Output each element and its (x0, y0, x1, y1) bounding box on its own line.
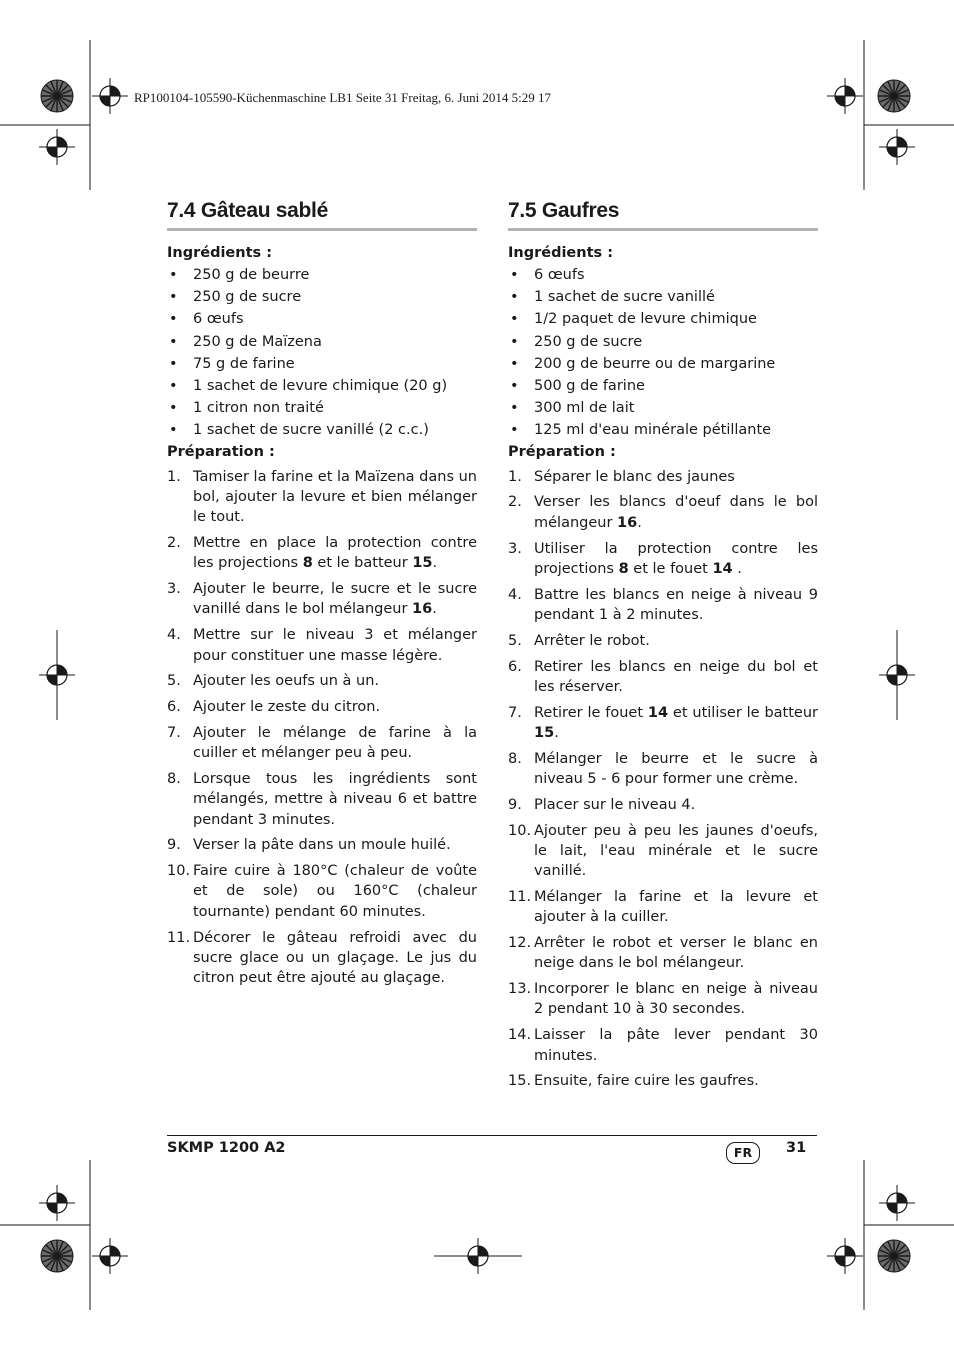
step-number: 5. (508, 632, 522, 649)
ingredient-item (508, 331, 818, 353)
step-text: et utiliser le batteur (668, 704, 818, 721)
ingredient-text: 300 ml de lait (534, 400, 635, 417)
ingredient-text: 250 g de sucre (193, 289, 302, 306)
preparation-heading: Préparation : (508, 443, 616, 460)
step-text: . (554, 724, 559, 741)
step-text: et le batteur (312, 555, 413, 572)
step-text: Arrêter le robot et verser le blanc en neige dans le bol mélangeur. (534, 935, 818, 972)
registration-crosshair-icon (879, 657, 915, 693)
step-item (508, 631, 818, 651)
ingredient-text: 125 ml d'eau minérale pétillante (534, 422, 772, 439)
registration-rosette-icon (878, 80, 910, 112)
bullet-icon: • (510, 378, 519, 395)
bullet-icon: • (510, 267, 519, 283)
ingredient-item (167, 264, 477, 286)
step-number: 4. (167, 627, 181, 644)
step-number: 7. (508, 704, 522, 721)
step-number: 1. (508, 468, 522, 485)
footer-rule (167, 1135, 817, 1136)
ingredient-item (167, 375, 477, 397)
step-item (508, 795, 818, 815)
step-number: 9. (167, 837, 181, 854)
step-text: Incorporer le blanc en neige à niveau 2 pendant 10 à 30 secondes. (534, 981, 818, 1018)
ingredient-text: 250 g de Maïzena (193, 333, 322, 350)
ingredient-text: 250 g de beurre (193, 267, 310, 283)
registration-crosshair-icon (879, 1185, 915, 1221)
step-text: Mettre sur le niveau 3 et mélanger pour constituer une masse légère. (193, 627, 477, 664)
ingredients-list (167, 264, 477, 442)
ingredient-item (167, 286, 477, 308)
step-text: Retirer les blancs en neige du bol et les réserver. (534, 658, 818, 695)
step-item (167, 671, 477, 691)
part-reference: 14 (712, 560, 733, 577)
step-item (508, 539, 818, 580)
step-number: 11. (508, 888, 532, 905)
bullet-icon: • (169, 267, 178, 283)
section-title: 7.4 Gâteau sablé (167, 198, 477, 231)
step-number: 14. (508, 1027, 532, 1044)
step-text: . (432, 555, 438, 572)
step-text: Décorer le gâteau refroidi avec du sucre glace ou un glaçage. Le jus du citron peut être ajouté au glaçage. (193, 929, 477, 987)
ingredient-item (508, 375, 818, 397)
recipe-gaufres (508, 198, 818, 1097)
registration-rosette-icon (878, 1240, 910, 1272)
bullet-icon: • (510, 355, 519, 372)
step-item (508, 585, 818, 626)
ingredient-text: 250 g de sucre (534, 333, 643, 350)
bullet-icon: • (510, 333, 519, 350)
ingredient-text: 75 g de farine (193, 355, 295, 372)
step-number: 11. (167, 929, 191, 946)
recipe-gateau-sable (167, 198, 477, 994)
step-number: 2. (167, 535, 181, 552)
ingredient-text: 1 sachet de sucre vanillé (2 c.c.) (193, 422, 429, 439)
ingredient-text: 6 œufs (193, 311, 244, 328)
step-text: Lorsque tous les ingrédients sont mélangés, mettre à niveau 6 et battre pendant 3 minutes. (193, 770, 477, 828)
step-text: . (432, 601, 437, 618)
print-info-header: RP100104-105590-Küchenmaschine LB1 Seite 31 Freitag, 6. Juni 2014 5:29 17 (134, 90, 552, 105)
step-item (167, 625, 477, 666)
step-number: 7. (167, 724, 181, 741)
registration-crosshair-icon (39, 657, 75, 693)
ingredient-text: 1 citron non traité (193, 400, 324, 417)
preparation-heading: Préparation : (167, 443, 275, 460)
step-text: Ajouter les oeufs un à un. (193, 673, 380, 690)
ingredient-text: 1 sachet de levure chimique (20 g) (193, 378, 448, 395)
step-item (508, 887, 818, 928)
step-text: Arrêter le robot. (534, 632, 650, 649)
registration-crosshair-icon (827, 78, 863, 114)
step-text: Faire cuire à 180°C (chaleur de voûte et de sole) ou 160°C (chaleur tournante) pendant 60 minutes. (193, 863, 477, 920)
step-text: Battre les blancs en neige à niveau 9 pendant 1 à 2 minutes. (534, 586, 818, 623)
step-item (167, 769, 477, 830)
step-text: Retirer le fouet (534, 704, 648, 721)
step-number: 8. (167, 770, 181, 787)
language-badge: FR (726, 1142, 760, 1164)
step-text: Utiliser la protection contre les projections (534, 540, 818, 577)
step-text: Mettre en place la protection contre les projections (193, 535, 477, 572)
ingredient-text: 1 sachet de sucre vanillé (534, 289, 715, 306)
ingredient-item (167, 353, 477, 375)
part-reference: 8 (302, 555, 313, 572)
step-text: et le fouet (628, 560, 713, 577)
step-item (508, 933, 818, 974)
step-item (508, 1025, 818, 1066)
part-reference: 8 (618, 560, 629, 577)
step-number: 1. (167, 468, 181, 485)
step-text: Tamiser la farine et la Maïzena dans un bol, ajouter la levure et bien mélanger le tout. (193, 468, 477, 526)
bullet-icon: • (169, 378, 178, 395)
bullet-icon: • (510, 422, 519, 439)
step-text: Verser les blancs d'oeuf dans le bol mélangeur (534, 494, 818, 531)
step-item (508, 467, 818, 487)
registration-crosshair-icon (827, 1238, 863, 1274)
ingredient-item (167, 331, 477, 353)
step-number: 3. (508, 540, 522, 557)
step-text: Mélanger le beurre et le sucre à niveau 5 - 6 pour former une crème. (534, 750, 818, 787)
step-number: 5. (167, 673, 181, 690)
step-item (508, 492, 818, 533)
ingredient-item (508, 286, 818, 308)
bullet-icon: • (510, 400, 519, 417)
step-text: Laisser la pâte lever pendant 30 minutes. (534, 1027, 818, 1064)
step-item (508, 821, 818, 882)
step-number: 6. (508, 658, 522, 675)
ingredient-item (508, 264, 818, 286)
registration-crosshair-icon (92, 1238, 128, 1274)
step-text: Ajouter le mélange de farine à la cuiller et mélanger peu à peu. (193, 724, 477, 762)
step-number: 15. (508, 1073, 532, 1090)
step-number: 10. (508, 822, 532, 839)
step-item (508, 703, 818, 744)
registration-crosshair-icon (92, 78, 128, 114)
ingredient-item (167, 419, 477, 441)
step-number: 2. (508, 494, 522, 511)
step-text: Ajouter le zeste du citron. (193, 699, 381, 716)
step-item (167, 579, 477, 620)
step-text: Ajouter le beurre, le sucre et le sucre vanillé dans le bol mélangeur (193, 581, 477, 618)
bullet-icon: • (169, 311, 178, 328)
step-number: 10. (167, 863, 191, 880)
step-item (167, 697, 477, 717)
step-number: 12. (508, 935, 532, 952)
step-text: . (637, 514, 642, 531)
bullet-icon: • (510, 289, 519, 306)
step-item (167, 861, 477, 922)
step-number: 8. (508, 750, 522, 767)
step-text: Séparer le blanc des jaunes (534, 468, 735, 485)
ingredients-heading: Ingrédients : (508, 245, 613, 261)
ingredients-heading: Ingrédients : (167, 245, 272, 261)
bullet-icon: • (169, 333, 178, 350)
bullet-icon: • (169, 355, 178, 372)
step-text: Verser la pâte dans un moule huilé. (193, 837, 451, 854)
part-reference: 16 (617, 514, 638, 531)
step-item (167, 467, 477, 528)
step-text: Ajouter peu à peu les jaunes d'oeufs, le lait, l'eau minérale et le sucre vanillé. (534, 822, 818, 880)
ingredients-list (508, 264, 818, 442)
footer-model: SKMP 1200 A2 (167, 1140, 286, 1156)
bullet-icon: • (510, 311, 519, 328)
page-number: 31 (786, 1140, 807, 1156)
ingredient-text: 1/2 paquet de levure chimique (534, 311, 757, 328)
registration-crosshair-icon (879, 129, 915, 165)
registration-crosshair-icon (39, 129, 75, 165)
step-number: 6. (167, 699, 181, 716)
ingredient-text: 500 g de farine (534, 378, 645, 395)
ingredient-text: 6 œufs (534, 267, 585, 283)
bullet-icon: • (169, 400, 178, 417)
step-item (167, 723, 477, 764)
step-text: . (732, 560, 742, 577)
section-title: 7.5 Gaufres (508, 198, 818, 231)
ingredient-item (508, 353, 818, 375)
part-reference: 15 (534, 724, 555, 741)
step-item (508, 657, 818, 698)
ingredient-item (508, 397, 818, 419)
bullet-icon: • (169, 289, 178, 306)
ingredient-item (167, 397, 477, 419)
step-text: Ensuite, faire cuire les gaufres. (534, 1073, 759, 1090)
step-number: 13. (508, 981, 532, 998)
part-reference: 15 (412, 555, 433, 572)
ingredient-item (508, 419, 818, 441)
bullet-icon: • (169, 422, 178, 439)
part-reference: 14 (647, 704, 669, 721)
step-item (508, 1071, 818, 1091)
ingredient-text: 200 g de beurre ou de margarine (534, 355, 776, 372)
step-item (508, 749, 818, 790)
step-text: Placer sur le niveau 4. (534, 796, 696, 813)
ingredient-item (508, 308, 818, 330)
registration-rosette-icon (41, 80, 73, 112)
step-item (167, 533, 477, 574)
step-item (508, 979, 818, 1020)
steps-list (508, 467, 818, 1092)
steps-list (167, 467, 477, 989)
step-text: Mélanger la farine et la levure et ajouter à la cuiller. (534, 888, 818, 926)
registration-crosshair-icon (39, 1185, 75, 1221)
registration-rosette-icon (41, 1240, 73, 1272)
step-number: 3. (167, 581, 181, 598)
step-item (167, 835, 477, 855)
step-item (167, 928, 477, 989)
step-number: 9. (508, 796, 522, 813)
ingredient-item (167, 308, 477, 330)
step-number: 4. (508, 586, 522, 603)
part-reference: 16 (412, 601, 433, 618)
